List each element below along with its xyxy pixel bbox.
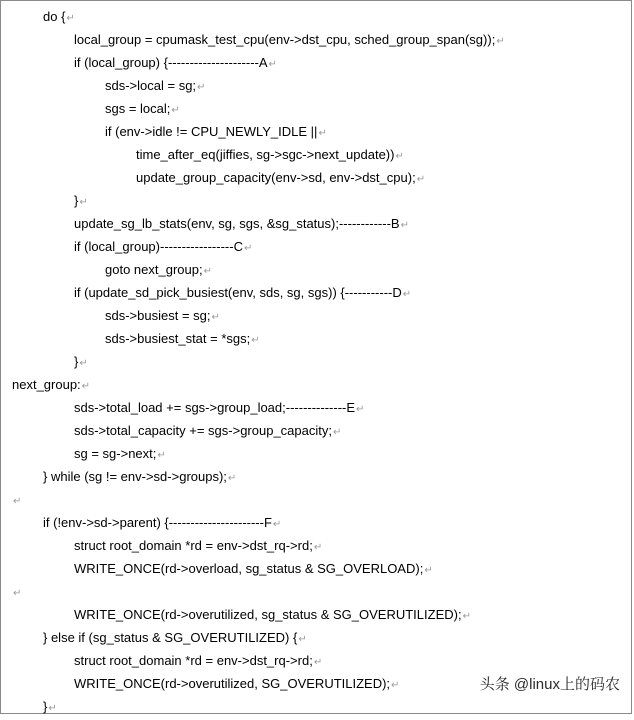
code-line bbox=[0, 143, 632, 166]
paragraph-mark-icon: ↵ bbox=[79, 197, 88, 208]
code-line bbox=[0, 603, 632, 626]
code-line bbox=[0, 488, 632, 511]
paragraph-mark-icon: ↵ bbox=[171, 105, 180, 116]
code-line bbox=[0, 281, 632, 304]
code-line-text: WRITE_ONCE(rd->overutilized, SG_OVERUTILIZED); bbox=[74, 676, 391, 691]
watermark-text: 头条 @linux上的码农 bbox=[479, 676, 620, 693]
paragraph-mark-icon: ↵ bbox=[268, 59, 277, 70]
code-line bbox=[0, 649, 632, 672]
paragraph-mark-icon: ↵ bbox=[391, 680, 400, 691]
code-line-text: update_sg_lb_stats(env, sg, sgs, &sg_status);------------B bbox=[74, 216, 400, 231]
code-line-text: WRITE_ONCE(rd->overutilized, sg_status & SG_OVERUTILIZED); bbox=[74, 607, 462, 622]
code-line-text: local_group = cpumask_test_cpu(env->dst_cpu, sched_group_span(sg)); bbox=[74, 32, 496, 47]
code-line bbox=[0, 695, 632, 718]
paragraph-mark-icon: ↵ bbox=[79, 358, 88, 369]
code-line bbox=[0, 396, 632, 419]
code-line-text: next_group: bbox=[12, 377, 81, 392]
code-line-text: do { bbox=[43, 9, 66, 24]
code-line-text: sds->busiest_stat = *sgs; bbox=[105, 331, 251, 346]
paragraph-mark-icon: ↵ bbox=[81, 381, 91, 392]
code-line bbox=[0, 5, 632, 28]
code-line bbox=[0, 327, 632, 350]
code-line-text: sg = sg->next; bbox=[74, 446, 157, 461]
paragraph-mark-icon: ↵ bbox=[462, 611, 471, 622]
code-line-text: update_group_capacity(env->sd, env->dst_cpu); bbox=[136, 170, 416, 185]
code-line bbox=[0, 258, 632, 281]
code-line bbox=[0, 120, 632, 143]
code-line-text: } bbox=[74, 354, 79, 369]
code-line-text: } bbox=[43, 699, 48, 714]
code-line-text: if (local_group) {---------------------A bbox=[74, 55, 268, 70]
paragraph-mark-icon: ↵ bbox=[197, 82, 206, 93]
code-line-text: if (!env->sd->parent) {----------------------F bbox=[43, 515, 272, 530]
paragraph-mark-icon: ↵ bbox=[416, 174, 426, 185]
code-line bbox=[0, 212, 632, 235]
paragraph-mark-icon: ↵ bbox=[13, 588, 22, 599]
paragraph-mark-icon: ↵ bbox=[227, 473, 237, 484]
paragraph-mark-icon: ↵ bbox=[251, 335, 260, 346]
paragraph-mark-icon: ↵ bbox=[402, 289, 412, 300]
code-line-text: sds->total_capacity += sgs->group_capacity; bbox=[74, 423, 332, 438]
code-line bbox=[0, 580, 632, 603]
paragraph-mark-icon: ↵ bbox=[203, 266, 212, 277]
code-line-text: if (env->idle != CPU_NEWLY_IDLE || bbox=[105, 124, 318, 139]
paragraph-mark-icon: ↵ bbox=[356, 404, 365, 415]
code-line-text: time_after_eq(jiffies, sg->sgc->next_update)) bbox=[136, 147, 395, 162]
paragraph-mark-icon: ↵ bbox=[400, 220, 409, 231]
code-line bbox=[0, 97, 632, 120]
code-line bbox=[0, 74, 632, 97]
code-line-text: } while (sg != env->sd->groups); bbox=[43, 469, 227, 484]
code-line bbox=[0, 28, 632, 51]
code-line-text: if (local_group)-----------------C bbox=[74, 239, 243, 254]
code-line-text: sds->total_load += sgs->group_load;--------------E bbox=[74, 400, 356, 415]
paragraph-mark-icon: ↵ bbox=[313, 657, 323, 668]
paragraph-mark-icon: ↵ bbox=[211, 312, 220, 323]
code-line-text: } bbox=[74, 193, 79, 208]
code-line bbox=[0, 166, 632, 189]
code-line-text: struct root_domain *rd = env->dst_rq->rd; bbox=[74, 653, 313, 668]
code-line-text: WRITE_ONCE(rd->overload, sg_status & SG_OVERLOAD); bbox=[74, 561, 424, 576]
code-line-text: struct root_domain *rd = env->dst_rq->rd; bbox=[74, 538, 313, 553]
code-line bbox=[0, 626, 632, 649]
code-line bbox=[0, 189, 632, 212]
code-line bbox=[0, 465, 632, 488]
code-line-text: sds->local = sg; bbox=[105, 78, 197, 93]
code-line bbox=[0, 235, 632, 258]
code-line-text: goto next_group; bbox=[105, 262, 203, 277]
code-line bbox=[0, 51, 632, 74]
paragraph-mark-icon: ↵ bbox=[395, 151, 404, 162]
code-line bbox=[0, 350, 632, 373]
code-line bbox=[0, 511, 632, 534]
code-line bbox=[0, 534, 632, 557]
paragraph-mark-icon: ↵ bbox=[424, 565, 433, 576]
code-block bbox=[0, 5, 632, 718]
code-line-text: } else if (sg_status & SG_OVERUTILIZED) { bbox=[43, 630, 298, 645]
code-line bbox=[0, 442, 632, 465]
paragraph-mark-icon: ↵ bbox=[13, 496, 22, 507]
paragraph-mark-icon: ↵ bbox=[318, 128, 327, 139]
paragraph-mark-icon: ↵ bbox=[332, 427, 342, 438]
paragraph-mark-icon: ↵ bbox=[313, 542, 323, 553]
code-line bbox=[0, 373, 632, 396]
paragraph-mark-icon: ↵ bbox=[298, 634, 307, 645]
paragraph-mark-icon: ↵ bbox=[48, 703, 57, 714]
code-line bbox=[0, 419, 632, 442]
paragraph-mark-icon: ↵ bbox=[272, 519, 282, 530]
paragraph-mark-icon: ↵ bbox=[243, 243, 253, 254]
paragraph-mark-icon: ↵ bbox=[496, 36, 505, 47]
code-line-text: sds->busiest = sg; bbox=[105, 308, 211, 323]
paragraph-mark-icon: ↵ bbox=[157, 450, 166, 461]
watermark bbox=[480, 673, 620, 694]
code-line bbox=[0, 304, 632, 327]
code-line-text: if (update_sd_pick_busiest(env, sds, sg, sgs)) {-----------D bbox=[74, 285, 402, 300]
code-line bbox=[0, 557, 632, 580]
paragraph-mark-icon: ↵ bbox=[66, 13, 75, 24]
code-line-text: sgs = local; bbox=[105, 101, 171, 116]
